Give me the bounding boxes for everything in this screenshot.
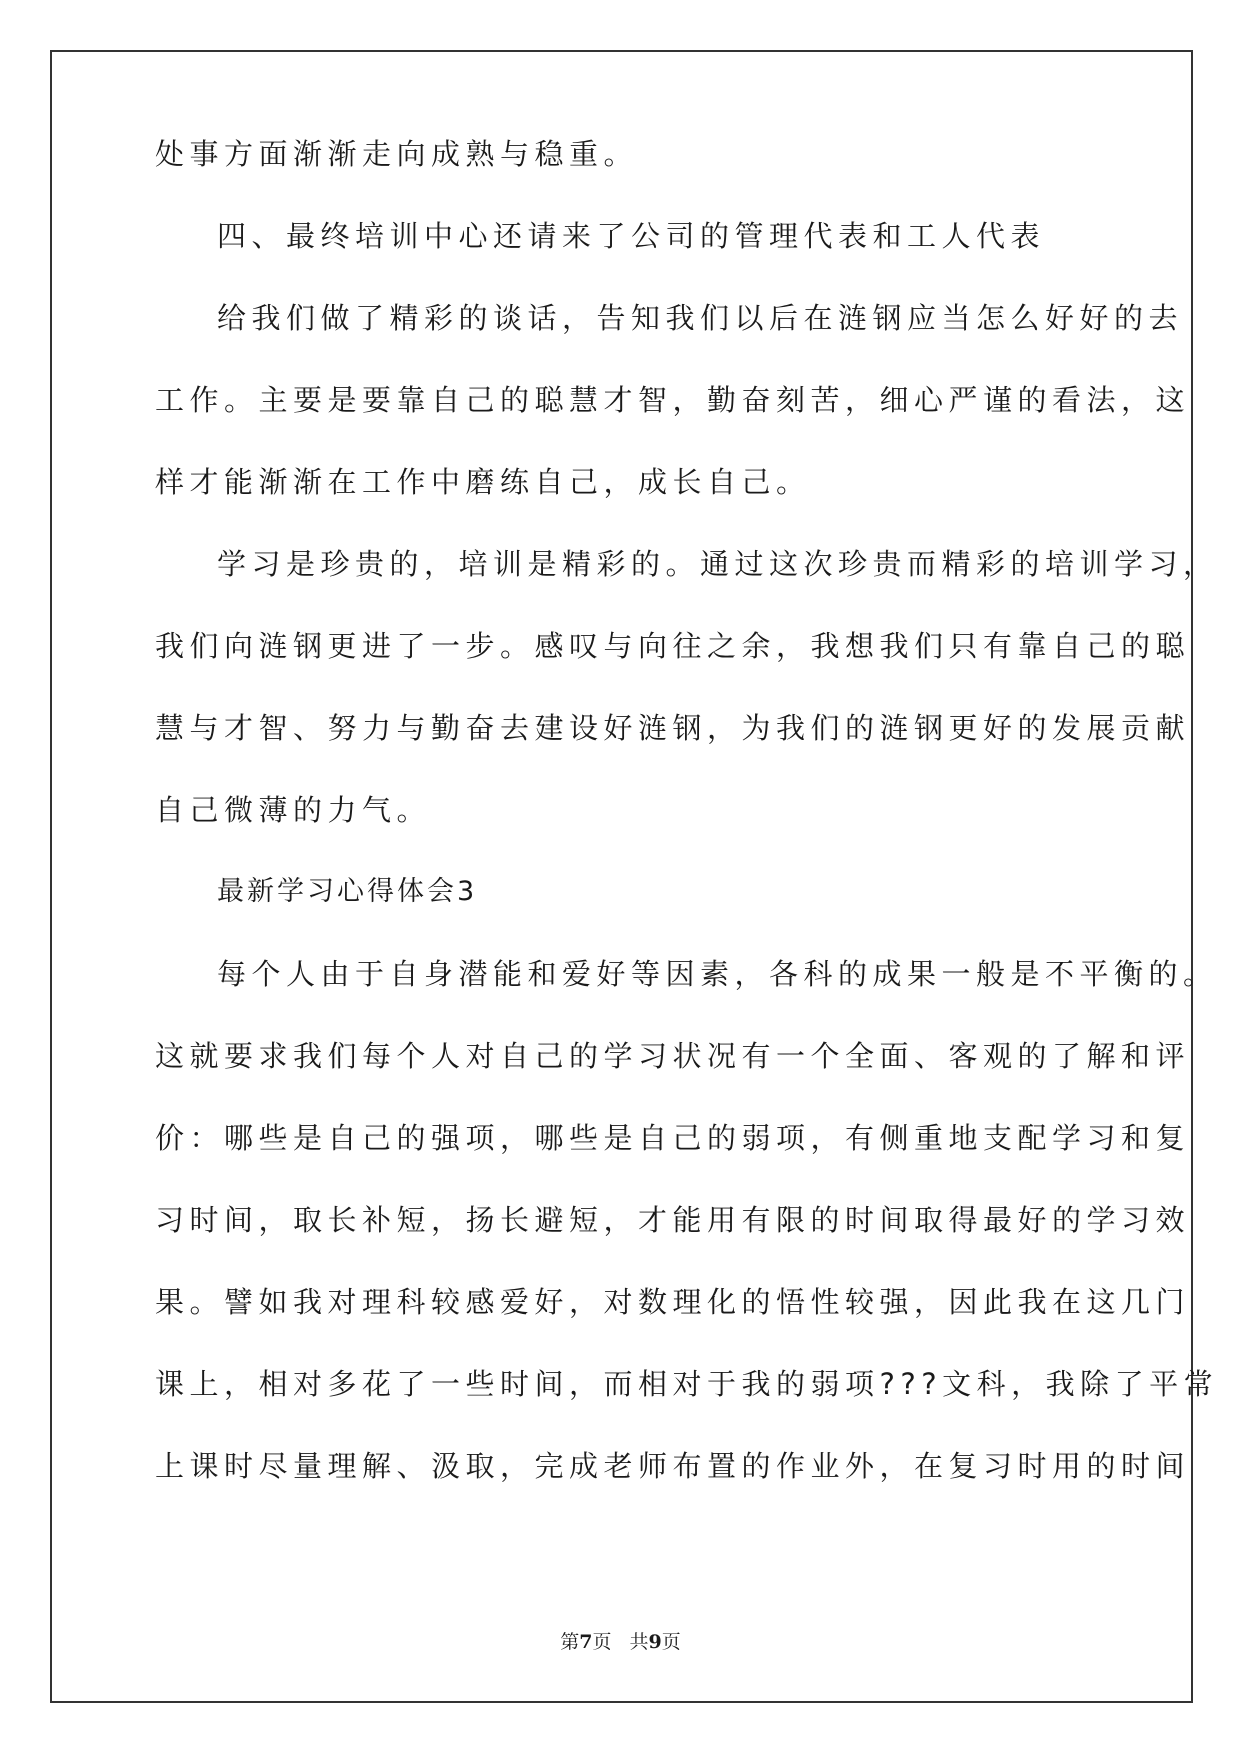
- text-line: 上课时尽量理解、汲取，完成老师布置的作业外，在复习时用的时间: [155, 1449, 1191, 1483]
- total-pages-suffix: 页: [661, 1631, 681, 1653]
- text-line: 课上，相对多花了一些时间，而相对于我的弱项???文科，我除了平常: [155, 1367, 1219, 1401]
- text-line: 习时间，取长补短，扬长避短，才能用有限的时间取得最好的学习效: [155, 1203, 1191, 1237]
- total-pages-prefix: 共: [629, 1631, 649, 1653]
- text-line: 果。譬如我对理科较感爱好，对数理化的悟性较强，因此我在这几门: [155, 1285, 1191, 1319]
- text-line: 学习是珍贵的，培训是精彩的。通过这次珍贵而精彩的培训学习，: [217, 547, 1218, 581]
- page-number-suffix: 页: [592, 1631, 612, 1653]
- text-line: 处事方面渐渐走向成熟与稳重。: [155, 137, 639, 171]
- text-line: 每个人由于自身潜能和爱好等因素，各科的成果一般是不平衡的。: [217, 957, 1218, 991]
- page-number-prefix: 第: [560, 1631, 580, 1653]
- text-line: 自己微薄的力气。: [155, 793, 432, 827]
- text-line: 我们向涟钢更进了一步。感叹与向往之余，我想我们只有靠自己的聪: [155, 629, 1191, 663]
- document-body: [155, 137, 1219, 1548]
- text-line: 价：哪些是自己的强项，哪些是自己的弱项，有侧重地支配学习和复: [155, 1121, 1191, 1155]
- text-line: 这就要求我们每个人对自己的学习状况有一个全面、客观的了解和评: [155, 1039, 1191, 1073]
- text-line: 给我们做了精彩的谈话，告知我们以后在涟钢应当怎么好好的去: [217, 301, 1184, 335]
- text-line: 工作。主要是要靠自己的聪慧才智，勤奋刻苦，细心严谨的看法，这: [155, 383, 1191, 417]
- section-heading: 四、最终培训中心还请来了公司的管理代表和工人代表: [217, 219, 1046, 253]
- text-line: 样才能渐渐在工作中磨练自己，成长自己。: [155, 465, 811, 499]
- current-page-number: 7: [579, 1631, 593, 1653]
- text-line: 慧与才智、努力与勤奋去建设好涟钢，为我们的涟钢更好的发展贡献: [155, 711, 1191, 745]
- total-pages-number: 9: [648, 1631, 662, 1653]
- page-footer: [0, 1627, 1241, 1654]
- article-title: 最新学习心得体会3: [217, 876, 478, 907]
